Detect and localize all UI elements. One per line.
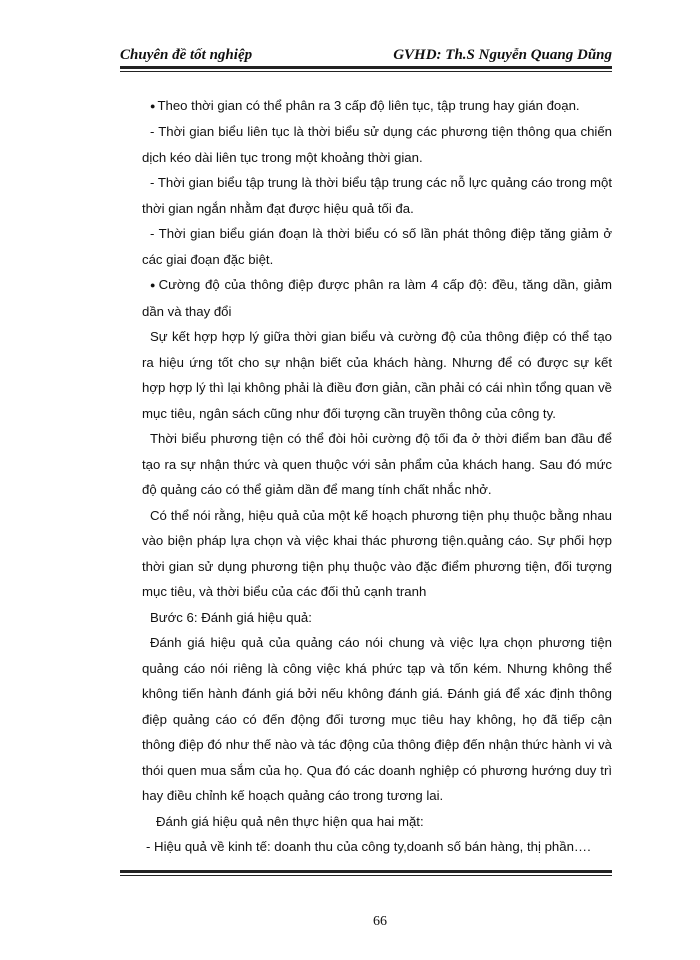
paragraph: Sự kết hợp hợp lý giữa thời gian biểu và cường độ của thông điệp có thể tạo ra hiệu ứng tốt cho sự nhận biết của khách hàng. Nhưng để có được sự kết hợp hợp lý thì lại không phải là điều đơn giản, cần phải có cái nhìn tổng quan về mục tiêu, ngân sách cũng như đối tượng cần truyền thông của công ty. xyxy=(142,329,612,421)
paragraph: - Thời gian biểu gián đoạn là thời biểu có số lần phát thông điệp tăng giảm ở các giai đoạn đặc biệt. xyxy=(142,226,612,267)
paragraph: ● Cường độ của thông điệp được phân ra làm 4 cấp độ: đều, tăng dần, giảm dần và thay đổi xyxy=(142,277,612,319)
paragraph: - Thời gian biểu tập trung là thời biểu tập trung các nỗ lực quảng cáo trong một thời gian ngắn nhằm đạt được hiệu quả tối đa. xyxy=(142,175,612,216)
paragraph: Đánh giá hiệu quả nên thực hiện qua hai mặt: xyxy=(156,813,424,829)
paragraph: ● Theo thời gian có thể phân ra 3 cấp độ liên tục, tập trung hay gián đoạn. xyxy=(150,98,580,113)
paragraph: Có thể nói rằng, hiệu quả của một kế hoạch phương tiện phụ thuộc bằng nhau vào biện pháp lựa chọn và việc khai thác phương tiện.quảng cáo. Sự phối hợp thời gian sử dụng phương tiện phụ thuộc vào đặc điểm phương tiện, đối tượng mục tiêu, và thời biểu của các đối thủ cạnh tranh xyxy=(142,507,612,600)
paragraph: Thời biểu phương tiện có thể đòi hỏi cường độ tối đa ở thời điểm ban đầu để tạo ra sự nhận thức và quen thuộc với sản phẩm của khách hang. Sau đó mức độ quảng cáo có thể giảm dần để mang tính chất nhắc nhở. xyxy=(142,431,612,498)
header-advisor: GVHD: Th.S Nguyễn Quang Dũng xyxy=(393,47,612,63)
page-number: 66 xyxy=(373,914,387,929)
paragraph: Đánh giá hiệu quả của quảng cáo nói chung và việc lựa chọn phương tiện quảng cáo nói riêng là công việc khá phức tạp và tốn kém. Nhưng không thể không tiến hành đánh giá bởi nếu không đánh giá. Đánh giá để xác định thông điệp quảng cáo có đến động đối tương mục tiêu hay không, họ đã tiếp cận thông điệp đó như thế nào và tác động của thông điệp đến nhận thức hành vi và thói quen mua sắm của họ. Qua đó các doanh nghiệp có phương hướng duy trì hay điều chỉnh kế hoạch quảng cáo trong tương lai. xyxy=(142,635,612,804)
footer-rule xyxy=(120,870,612,873)
header-rule xyxy=(120,66,612,69)
paragraph: - Hiệu quả về kinh tế: doanh thu của công ty,doanh số bán hàng, thị phần…. xyxy=(146,839,591,855)
paragraph: - Thời gian biểu liên tục là thời biểu sử dụng các phương tiện thông qua chiến dịch kéo dài liên tục trong một khoảng thời gian. xyxy=(142,124,612,165)
section-heading: Bước 6: Đánh giá hiệu quả: xyxy=(150,609,312,625)
body-text xyxy=(142,93,612,860)
header-title: Chuyên đề tốt nghiệp xyxy=(120,47,253,63)
bullet-icon: ● xyxy=(150,280,157,291)
page-header xyxy=(120,40,612,64)
bullet-icon: ● xyxy=(150,100,156,111)
